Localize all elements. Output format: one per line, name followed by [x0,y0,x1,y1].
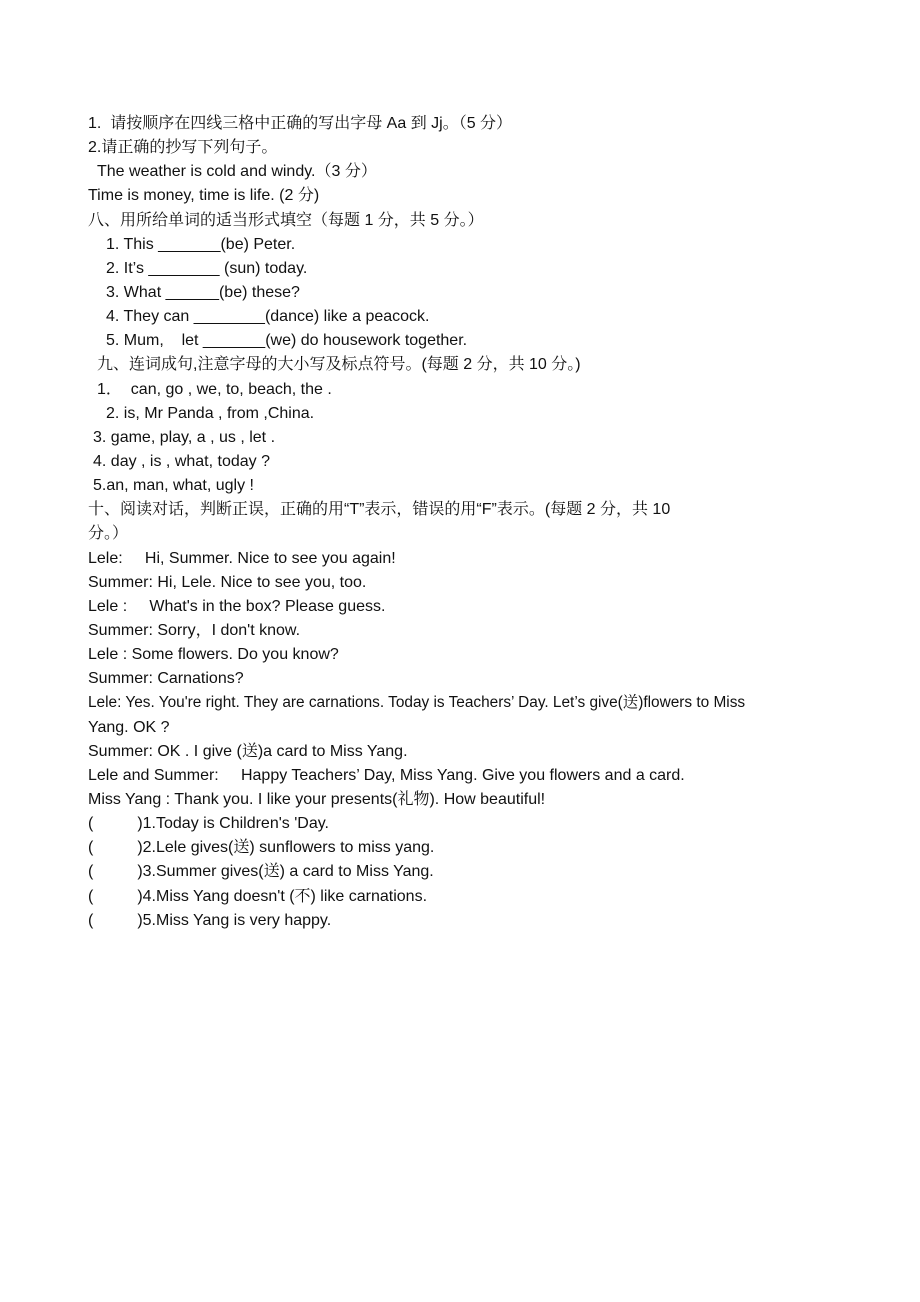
order-item: 4. day , is , what, today ? [93,452,270,470]
fill-item: 2. It’s ________ (sun) today. [106,259,308,277]
fill-item: 5. Mum, let _______(we) do housework together. [106,332,468,350]
q1-text: 1. 请按顺序在四线三格中正确的写出字母 Aa 到 Jj。（5 分） [88,115,513,132]
dialogue-line: Summer: OK . I give (送)a card to Miss Yang. [88,742,408,760]
order-item: 5.an, man, what, ugly ! [93,477,254,495]
tf-question-text: )1.Today is Children's 'Day. [137,815,329,833]
answer-blank-open: ( [88,863,94,881]
tf-question [88,860,838,884]
order-item: 1． can, go , we, to, beach, the . [97,380,332,398]
copy-sentence-1: The weather is cold and windy.（3 分） [97,163,377,181]
tf-question [88,885,838,909]
tf-question [88,909,838,933]
fill-item: 1. This _______(be) Peter. [106,235,296,253]
dialogue-line: Summer: Carnations? [88,670,244,688]
tf-question [88,812,838,836]
dialogue-line: Summer: Sorry，I don't know. [88,621,301,639]
worksheet [88,112,838,933]
fill-item: 4. They can ________(dance) like a peacock. [106,308,430,326]
dialogue-line: Lele and Summer: Happy Teachers’ Day, Miss Yang. Give you flowers and a card. [88,766,685,784]
dialogue-line: Miss Yang : Thank you. I like your presents(礼物). How beautiful! [88,790,546,808]
dialogue-line: Lele : What's in the box? Please guess. [88,597,386,615]
answer-blank-open: ( [88,887,94,905]
tf-question-text: )3.Summer gives(送) a card to Miss Yang. [137,863,434,881]
tf-question [88,836,838,860]
tf-question-text: )4.Miss Yang doesn't (不) like carnations. [137,887,428,905]
copy-sentence-2: Time is money, time is life. (2 分) [88,187,320,205]
dialogue-line: Lele : Some flowers. Do you know? [88,646,339,664]
section10-title-cont: 分。） [88,525,129,543]
dialogue-line: Lele: Yes. You're right. They are carnations. Today is Teachers’ Day. Let’s give(送)flowers to Miss [88,694,746,712]
tf-question-text: )5.Miss Yang is very happy. [137,911,332,929]
answer-blank-open: ( [88,911,94,929]
section10-title: 十、阅读对话，判断正误，正确的用“T”表示，错误的用“F”表示。(每题 2 分，共 10 [88,501,671,519]
dialogue-line: Yang. OK ? [88,718,170,736]
answer-blank-open: ( [88,815,94,833]
section9-title: 九、连词成句,注意字母的大小写及标点符号。(每题 2 分，共 10 分。) [97,356,581,374]
dialogue-line: Summer: Hi, Lele. Nice to see you, too. [88,573,367,591]
section8-title: 八、用所给单词的适当形式填空（每题 1 分，共 5 分。） [88,211,484,229]
q2-text: 2.请正确的抄写下列句子。 [88,139,278,157]
order-item: 3. game, play, a , us , let . [93,428,276,446]
fill-item: 3. What ______(be) these? [106,283,300,301]
tf-question-text: )2.Lele gives(送) sunflowers to miss yang. [137,839,435,857]
dialogue-line: Lele: Hi, Summer. Nice to see you again! [88,549,396,567]
answer-blank-open: ( [88,839,94,857]
order-item: 2. is, Mr Panda , from ,China. [106,404,315,422]
